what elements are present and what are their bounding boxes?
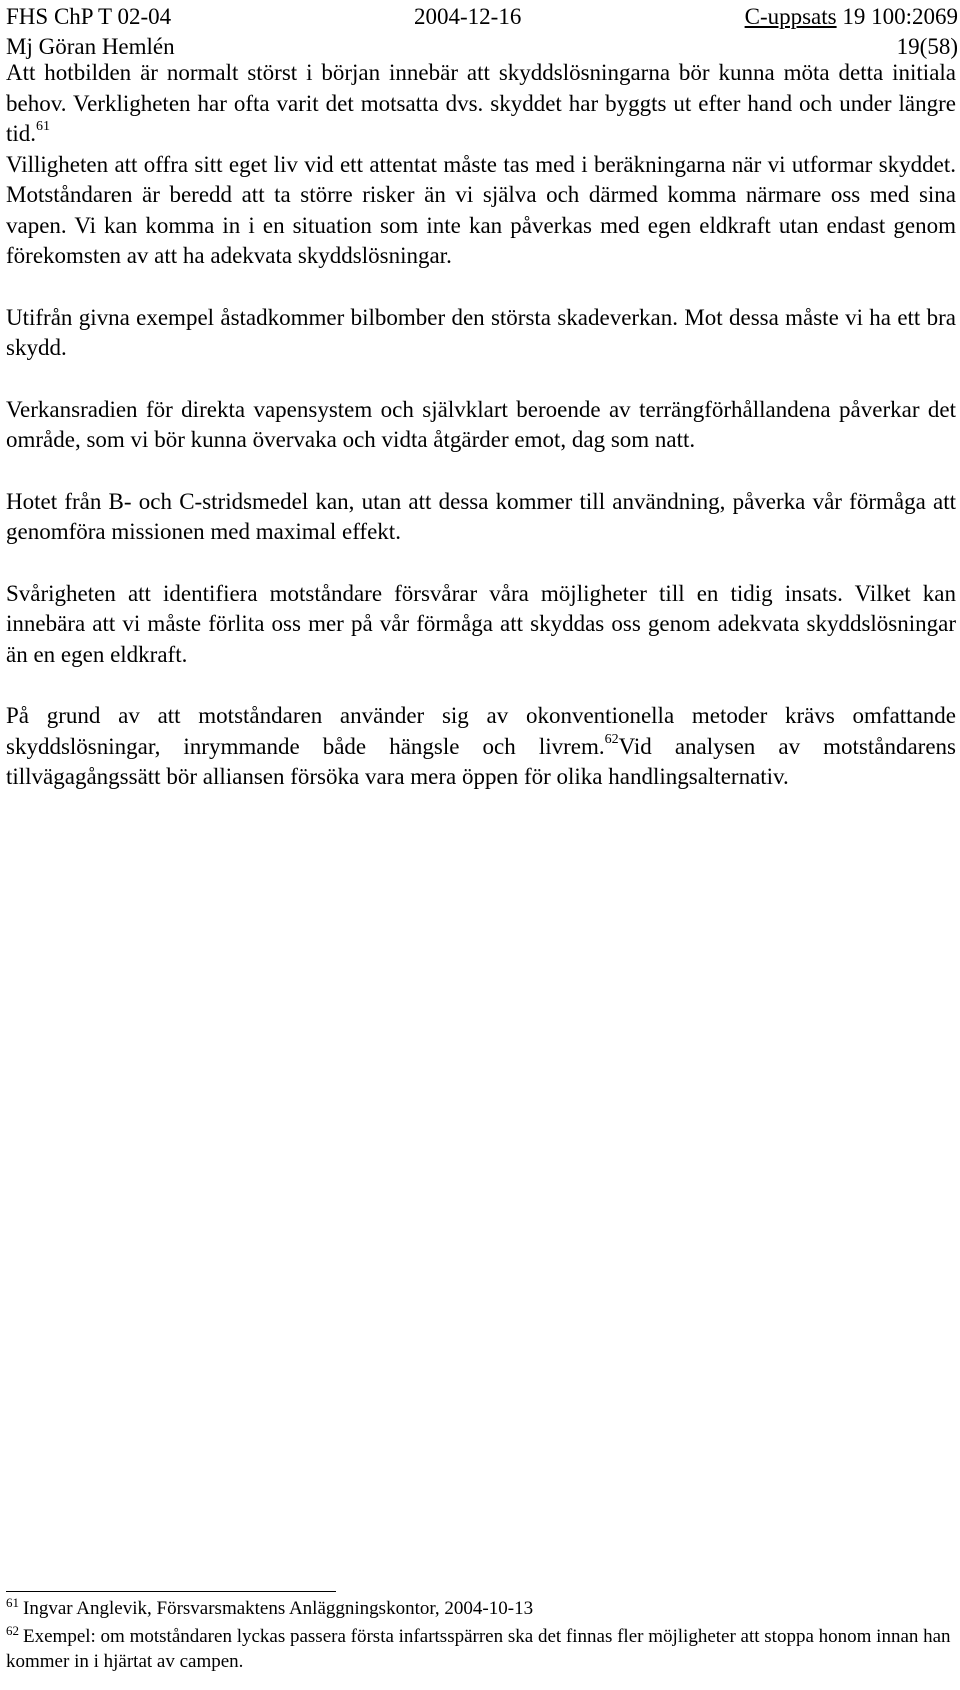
paragraph-5: Svårigheten att identifiera motståndare försvårar våra möjligheter till en tidig insats. Vilket kan innebära att vi måste förlita oss mer på vår förmåga att skyddas oss genom adekvata skyddslösningar än en egen eldkraft. xyxy=(6,580,956,667)
footnote-number: 62 xyxy=(6,1622,19,1638)
footnote-ref-62[interactable]: 62 xyxy=(604,731,619,747)
paragraph-4: Hotet från B- och C-stridsmedel kan, utan att dessa kommer till användning, påverka vår förmåga att genomföra missionen med maximal effekt. xyxy=(6,488,956,544)
header-ref xyxy=(745,2,958,32)
paragraph-2: Utifrån givna exempel åstadkommer bilbomber den största skadeverkan. Mot dessa måste vi ha ett bra skydd. xyxy=(6,304,956,360)
page-header xyxy=(6,2,958,62)
footnote-62 xyxy=(6,1624,956,1674)
page-number: 19(58) xyxy=(896,34,958,59)
footnotes-section xyxy=(6,1591,956,1677)
paragraph-1: Att hotbilden är normalt störst i början innebär att skyddslösningarna bör kunna möta detta initiala behov. Verkligheten har ofta varit det motsatta dvs. skyddet har byggts ut efter hand och under längre tid.$^{61}$ Villigheten att offra sitt eget liv vid ett attentat måste tas med i beräkningarna när vi utformar skyddet. Motståndaren är beredd att ta större risker än vi själva och därmed komma närmare oss med sina vapen. Vi kan komma in i en situation som inte kan påverkas med egen eldkraft utan endast genom förekomsten av att ha adekvata skyddslösningar. xyxy=(6,60,956,268)
footnote-text: Ingvar Anglevik, Försvarsmaktens Anläggningskontor, 2004-10-13 xyxy=(23,1598,534,1619)
header-row-1 xyxy=(6,2,958,32)
footnote-text: Exempel: om motståndaren lyckas passera första infartsspärren ska det finnas fler möjligheter att stoppa honom innan han kommer in i hjärtat av campen. xyxy=(6,1626,951,1672)
document-body xyxy=(6,58,956,824)
footnote-divider xyxy=(6,1591,336,1592)
doc-code: FHS ChP T 02-04 xyxy=(6,4,172,29)
header-date: 2004-12-16 xyxy=(414,4,522,29)
footnote-ref-61[interactable]: 61 xyxy=(36,119,51,135)
uppsats-label: C-uppsats xyxy=(744,4,837,29)
paragraph-1b: Villigheten att offra sitt eget liv vid ett attentat måste tas med i beräkningarna när vi utformar skyddet. Motståndaren är beredd att ta större risker än vi själva och därmed komma närmare oss med sina vapen. Vi kan komma in i en situation som inte kan påverkas med egen eldkraft utan endast genom förekomsten av att ha adekvata skyddslösningar. xyxy=(6,151,956,268)
paragraph-6: På grund av att motståndaren använder sig av okonventionella metoder krävs omfattande skyddslösningar, inrymmande både hängsle och livrem.$^{62}$Vid analysen av motståndarens tillvägagångssätt bör alliansen försöka vara mera öppen för olika handlingsalternativ. xyxy=(6,703,956,789)
footnote-number: 61 xyxy=(6,1594,19,1610)
ref-number: 19 100:2069 xyxy=(842,4,958,29)
paragraph-3: Verkansradien för direkta vapensystem och självklart beroende av terrängförhållandena påverkar det område, som vi bör kunna övervaka och vidta åtgärder emot, dag som natt. xyxy=(6,396,956,452)
footnote-61 xyxy=(6,1596,956,1621)
author-name: Mj Göran Hemlén xyxy=(6,34,175,59)
